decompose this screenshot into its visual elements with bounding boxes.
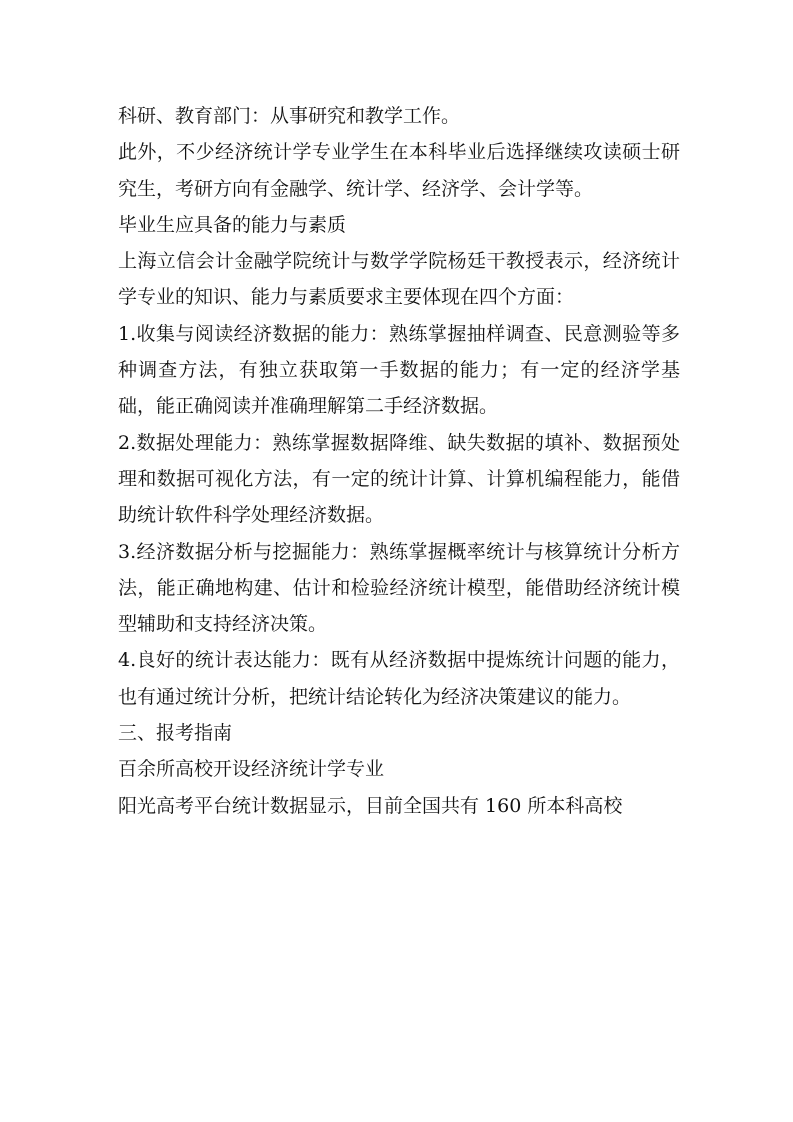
subheading-universities: 百余所高校开设经济统计学专业 [118, 758, 385, 781]
document-body [118, 98, 680, 824]
list-item-statistical-expression: 4.良好的统计表达能力：既有从经济数据中提炼统计问题的能力，也有通过统计分析，把统计结论转化为经济决策建议的能力。 [118, 649, 680, 708]
section-heading-application-guide: 三、报考指南 [118, 722, 233, 745]
paragraph-professor-statement: 上海立信会计金融学院统计与数学学院杨廷干教授表示，经济统计学专业的知识、能力与素质要求主要体现在四个方面： [118, 250, 680, 309]
list-item-data-analysis: 3.经济数据分析与挖掘能力：熟练掌握概率统计与核算统计分析方法，能正确地构建、估计和检验经济统计模型，能借助经济统计模型辅助和支持经济决策。 [118, 540, 680, 636]
list-item-data-processing: 2.数据处理能力：熟练掌握数据降维、缺失数据的填补、数据预处理和数据可视化方法，有一定的统计计算、计算机编程能力，能借助统计软件科学处理经济数据。 [118, 431, 680, 527]
list-item-data-collection: 1.收集与阅读经济数据的能力：熟练掌握抽样调查、民意测验等多种调查方法，有独立获取第一手数据的能力；有一定的经济学基础，能正确阅读并准确理解第二手经济数据。 [118, 322, 680, 418]
paragraph-sunshine-platform: 阳光高考平台统计数据显示，目前全国共有 160 所本科高校 [118, 794, 623, 817]
paragraph-research-education: 科研、教育部门：从事研究和教学工作。 [118, 105, 461, 127]
section-heading-abilities: 毕业生应具备的能力与素质 [118, 213, 347, 236]
paragraph-graduate-study: 此外，不少经济统计学专业学生在本科毕业后选择继续攻读硕士研究生，考研方向有金融学、统计学、经济学、会计学等。 [118, 141, 680, 200]
